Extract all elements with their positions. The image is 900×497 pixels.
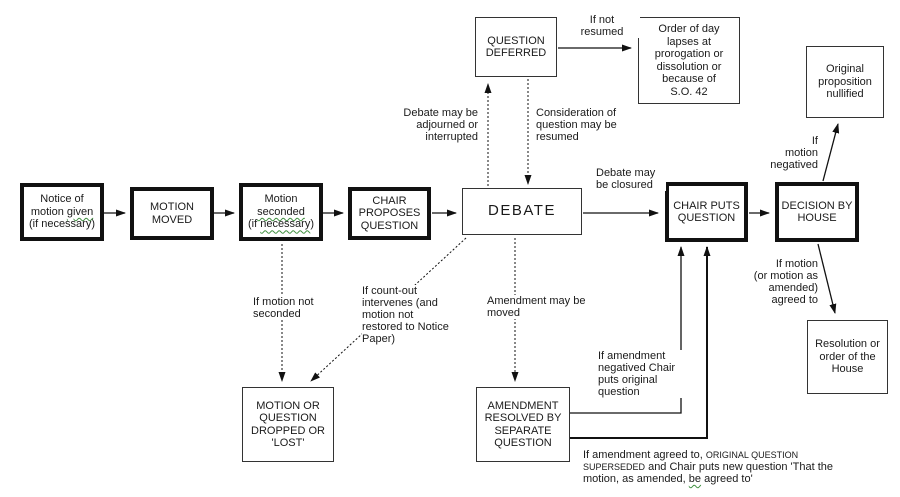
text-line: RESOLVED BY xyxy=(484,412,562,424)
text-line: dissolution or xyxy=(656,60,722,73)
text-line: Debate may be xyxy=(403,107,478,119)
text-line: prorogation or xyxy=(654,48,724,60)
text-line: question xyxy=(598,386,640,398)
text-line: puts original xyxy=(598,374,658,386)
text-line: Consideration of xyxy=(536,107,617,119)
text-line: lapses at xyxy=(666,35,712,48)
text-line: DECISION BY xyxy=(781,199,853,212)
text-line: (if necessary) xyxy=(247,218,315,231)
text-line: Debate may xyxy=(596,167,656,179)
small-caps-text: SUPERSEDED xyxy=(583,462,646,472)
text-line: negatived Chair xyxy=(598,362,676,374)
node-amendment-resolved xyxy=(476,387,570,462)
node-motion-moved xyxy=(130,187,214,240)
text-line: nullified xyxy=(826,88,864,101)
text-line: 'LOST' xyxy=(271,437,305,449)
label-amendment-negatived xyxy=(598,350,693,398)
text-line: moved xyxy=(487,307,521,319)
label-if-not-resumed xyxy=(564,14,640,38)
squiggle-word: necessary xyxy=(260,218,311,231)
text-line: S.O. 42 xyxy=(670,85,708,98)
text-line: If motion not xyxy=(253,296,314,308)
text-line: intervenes (and xyxy=(362,297,438,309)
text-line: seconded xyxy=(253,308,301,320)
text-line: If not xyxy=(589,14,615,26)
node-resolution-or-order xyxy=(807,320,888,394)
text-line: resumed xyxy=(536,131,579,143)
arrow-decision-to-resolution xyxy=(818,244,835,313)
label-amendment-may-be-moved xyxy=(487,295,597,319)
node-motion-dropped-or-lost xyxy=(242,387,334,462)
text-line: motion xyxy=(784,147,818,159)
text-line: If count-out xyxy=(362,285,418,297)
node-chair-puts-question xyxy=(665,182,748,242)
text-line: motion, as amended, be agreed to' xyxy=(583,473,753,485)
text-line: resumed xyxy=(580,26,624,38)
text-line: DEFERRED xyxy=(485,47,547,59)
text-line: If xyxy=(811,135,818,147)
text-line: MOVED xyxy=(151,213,193,226)
text-line: (if necessary) xyxy=(28,218,96,231)
squiggle-word: seconded xyxy=(257,205,305,218)
label-debate-closured xyxy=(596,167,666,191)
text-line: Motion xyxy=(264,193,298,206)
text-line: motion not xyxy=(362,309,414,321)
text-line: QUESTION xyxy=(259,412,317,424)
label-amendment-agreed-caption xyxy=(583,449,883,485)
small-caps-text: ORIGINAL QUESTION xyxy=(705,450,799,460)
text-line: Notice of xyxy=(40,193,84,206)
label-if-motion-agreed xyxy=(744,258,818,306)
text-line: SEPARATE xyxy=(494,424,552,437)
node-original-proposition-nullified xyxy=(806,46,884,118)
text-line: because of xyxy=(662,73,716,85)
text-line: DROPPED OR xyxy=(251,424,325,437)
text-line: amended) xyxy=(768,282,818,294)
text-line: Resolution or xyxy=(815,338,880,351)
node-debate xyxy=(462,188,582,235)
text-line: If amendment xyxy=(598,350,666,362)
arrow-amendment-agreed-to-puts xyxy=(570,247,707,438)
node-motion-seconded xyxy=(239,183,323,241)
text-line: Amendment may be xyxy=(487,295,586,307)
text-line: QUESTION xyxy=(360,219,419,232)
squiggle-word: be xyxy=(688,473,702,485)
label-consideration-resumed xyxy=(536,107,628,143)
text-line: PROPOSES xyxy=(358,207,421,220)
text-line: Order of day xyxy=(658,23,720,35)
label-if-motion-negatived xyxy=(750,135,818,171)
text-line: HOUSE xyxy=(797,212,837,224)
text-line: QUESTION xyxy=(677,212,736,224)
text-line: question may be xyxy=(536,119,617,131)
text-line: be closured xyxy=(596,179,653,191)
text-line: QUESTION xyxy=(494,437,552,449)
text-line: House xyxy=(831,363,864,376)
text-line: order of the xyxy=(819,350,876,363)
node-chair-proposes-question xyxy=(348,187,431,240)
text-line: proposition xyxy=(818,75,872,88)
label-debate-adjourned xyxy=(394,107,478,143)
text-line: interrupted xyxy=(425,131,478,143)
text-line: adjourned or xyxy=(416,119,478,131)
text-line: QUESTION xyxy=(487,34,545,47)
text-line: SUPERSEDED and Chair puts new question 'That the xyxy=(583,461,834,473)
node-decision-by-house xyxy=(775,182,859,242)
text-line: DEBATE xyxy=(488,202,556,220)
text-line: If motion xyxy=(775,258,818,270)
node-order-of-day-lapses xyxy=(638,17,740,104)
node-notice-of-motion xyxy=(20,183,104,241)
label-if-motion-not-seconded xyxy=(253,296,333,320)
text-line: CHAIR PUTS xyxy=(673,199,740,212)
node-question-deferred xyxy=(475,17,557,77)
text-line: If amendment agreed to, ORIGINAL QUESTION xyxy=(583,449,799,461)
squiggle-word: given xyxy=(66,205,94,218)
text-line: AMENDMENT xyxy=(487,399,559,412)
text-line: restored to Notice xyxy=(362,321,449,333)
text-line: negatived xyxy=(770,159,818,171)
arrow-decision-to-nullified xyxy=(823,124,838,181)
text-line: Original xyxy=(826,63,864,76)
label-count-out xyxy=(362,285,464,345)
text-line: agreed to xyxy=(771,294,818,306)
text-line: CHAIR xyxy=(372,194,407,207)
text-line: Paper) xyxy=(362,333,396,345)
text-line: MOTION xyxy=(150,201,194,213)
text-line: MOTION OR xyxy=(256,399,320,412)
text-line: (or motion as xyxy=(753,270,818,282)
text-line: motion given xyxy=(30,205,94,218)
